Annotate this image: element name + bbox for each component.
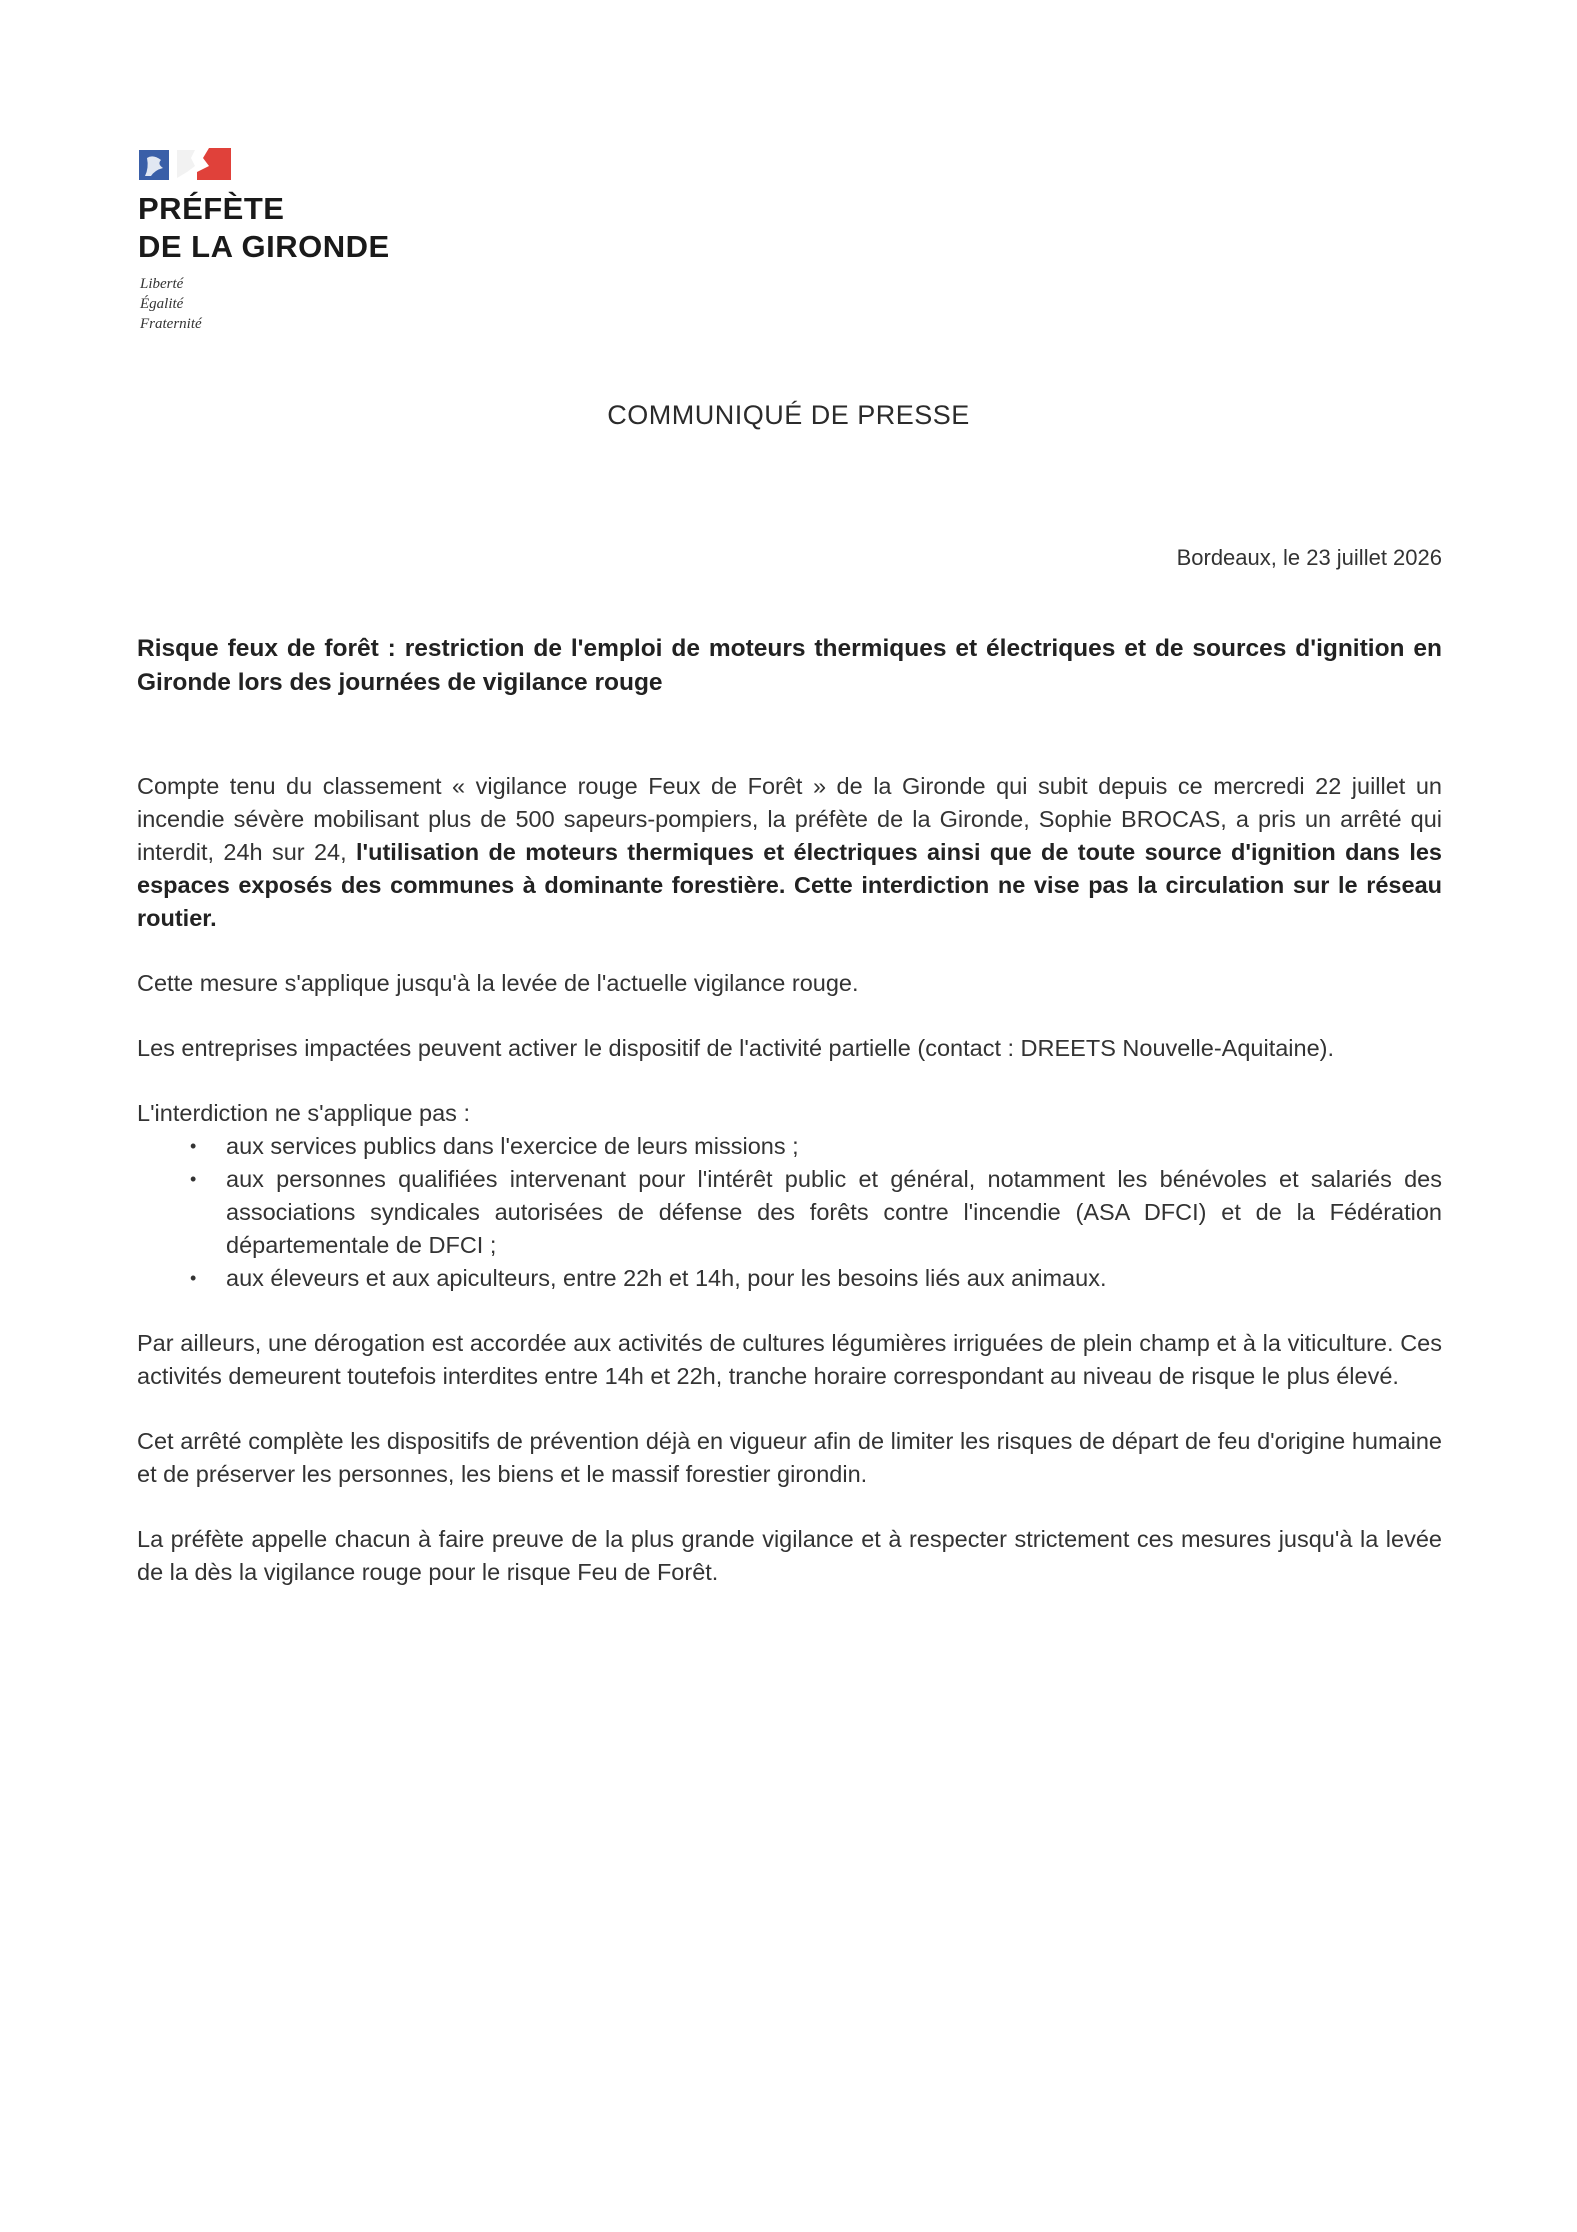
marianne-logo-icon [139, 148, 233, 182]
bullet-icon: • [190, 1136, 197, 1156]
list-item [187, 1262, 1442, 1295]
paragraph-1-text: Compte tenu du classement « vigilance rouge Feux de Forêt » de la Gironde qui subit depuis ce mercredi 22 juillet un incendie sévère mobilisant plus de 500 sapeurs-pompiers, la préfète de la Gironde, Sophie BROCAS, a pris un arrêté qui interdit, 24h sur 24, [137, 773, 1442, 865]
paragraph-2: Cette mesure s'applique jusqu'à la levée de l'actuelle vigilance rouge. [137, 970, 859, 996]
brand-line-2: DE LA GIRONDE [138, 229, 390, 264]
document-title: COMMUNIQUÉ DE PRESSE [607, 400, 970, 430]
paragraph-4: Par ailleurs, une dérogation est accordée aux activités de cultures légumières irriguées de plein champ et à la viticulture. Ces activités demeurent toutefois interdites entre 14h et 22h, tranche horaire correspondant au niveau de risque le plus élevé. [137, 1330, 1442, 1389]
paragraph-1-bold: l'utilisation de moteurs thermiques et électriques ainsi que de toute source d'ignition dans les espaces exposés des communes à dominante forestière. Cette interdiction ne vise pas la circulation sur le réseau routier. [137, 839, 1443, 931]
list-item-text: aux personnes qualifiées intervenant pour l'intérêt public et général, notamment les bénévoles et salariés des associations syndicales autorisées de défense des forêts contre l'incendie (ASA DFCI) et de la Fédération départementale de DFCI ; [226, 1166, 1442, 1258]
document-date: Bordeaux, le 23 juillet 2026 [1176, 545, 1442, 570]
paragraph-3: Les entreprises impactées peuvent activer le dispositif de l'activité partielle (contact : DREETS Nouvelle-Aquitaine). [137, 1035, 1335, 1061]
flag-icon [139, 148, 233, 182]
bullet-icon: • [190, 1268, 197, 1288]
republic-motto [140, 274, 202, 334]
paragraph-6: La préfète appelle chacun à faire preuve de la plus grande vigilance et à respecter strictement ces mesures jusqu'à la levée de la dès la vigilance rouge pour le risque Feu de Forêt. [137, 1526, 1442, 1585]
brand-line-1: PRÉFÈTE [138, 191, 285, 226]
list-item [187, 1130, 1442, 1163]
list-item [187, 1163, 1442, 1262]
paragraph-5: Cet arrêté complète les dispositifs de prévention déjà en vigueur afin de limiter les risques de départ de feu d'origine humaine et de préserver les personnes, les biens et le massif forestier girondin. [137, 1428, 1442, 1487]
document-body [137, 632, 1442, 1621]
list-item-text: aux services publics dans l'exercice de leurs missions ; [226, 1133, 799, 1159]
bullet-icon: • [190, 1169, 197, 1189]
list-item-text: aux éleveurs et aux apiculteurs, entre 22h et 14h, pour les besoins liés aux animaux. [226, 1265, 1107, 1291]
headline: Risque feux de forêt : restriction de l'emploi de moteurs thermiques et électriques et de sources d'ignition en Gironde lors des journées de vigilance rouge [137, 635, 1442, 696]
prefecture-name [138, 190, 390, 266]
motto-fraternite: Fraternité [140, 316, 202, 332]
paragraph-1 [137, 770, 1442, 935]
motto-liberte: Liberté [140, 276, 184, 292]
exceptions-list [137, 1130, 1442, 1295]
motto-egalite: Égalité [140, 296, 184, 312]
list-intro: L'interdiction ne s'applique pas : [137, 1100, 470, 1126]
